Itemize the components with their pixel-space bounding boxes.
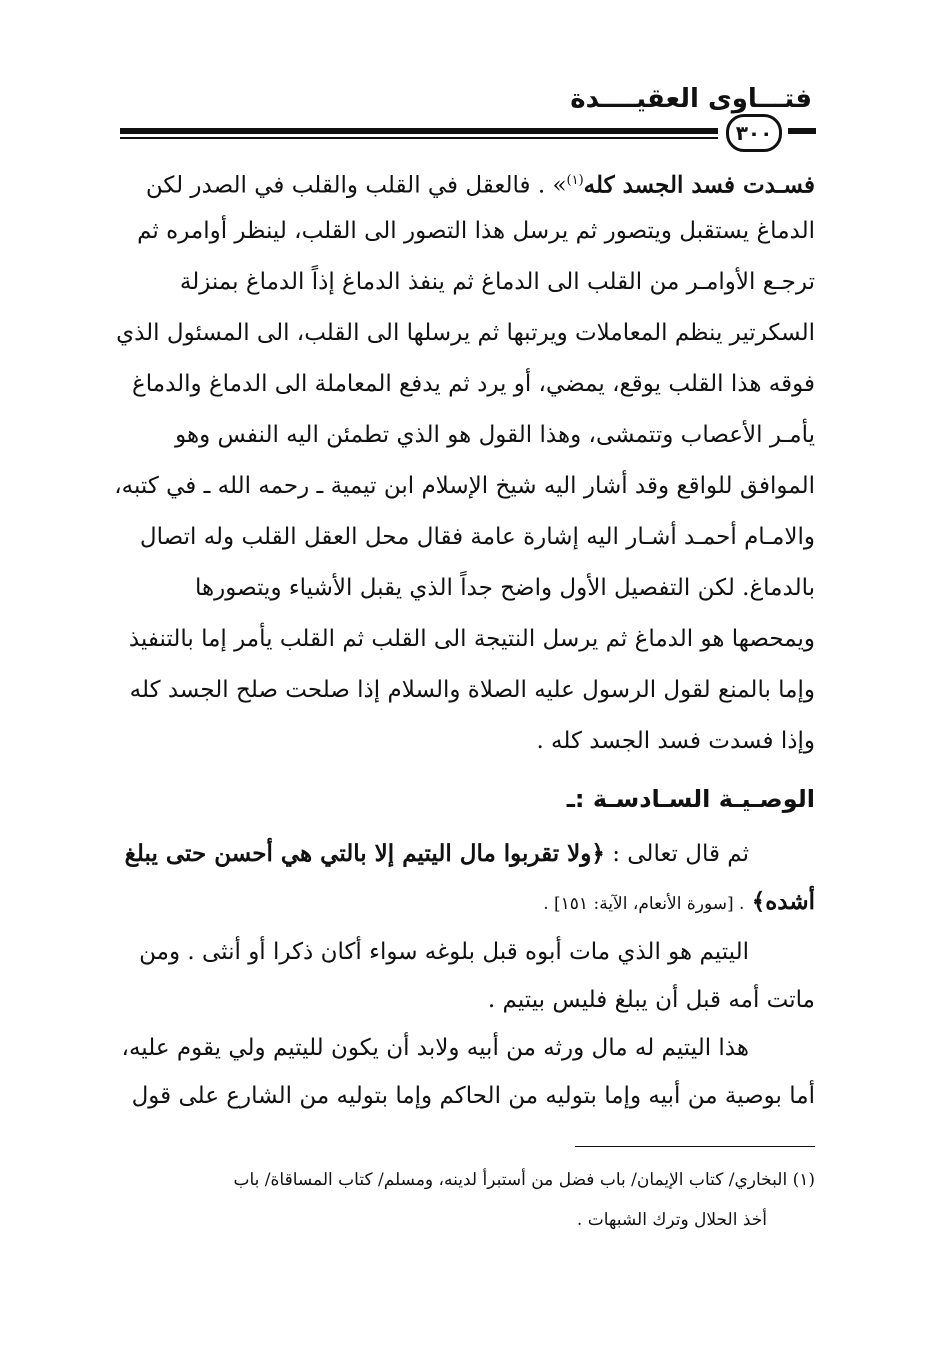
paragraph-line: هذا اليتيم له مال ورثه من أبيه ولابد أن يكون لليتيم ولي يقوم عليه، <box>121 1035 749 1061</box>
text-line: ويمحصها هو الدماغ ثم يرسل النتيجة الى القلب ثم القلب يأمر إما بالتنفيذ <box>128 626 815 652</box>
quote-end-bold: فسـدت فسد الجسد كله <box>583 171 815 199</box>
paragraph-line: اليتيم هو الذي مات أبوه قبل بلوغه سواء أكان ذكرا أو أنثى . ومن <box>139 939 749 965</box>
footnote-rule <box>575 1146 815 1147</box>
verse-line <box>105 878 815 928</box>
paragraph-line: أما بوصية من أبيه وإما بتوليه من الحاكم وإما بتوليه من الشارع على قول <box>131 1083 815 1109</box>
verse-reference: . [سورة الأنعام، الآية: ١٥١] . <box>543 894 745 914</box>
text-line: بالدماغ. لكن التفصيل الأول واضح جداً الذي يقبل الأشياء ويتصورها <box>195 575 815 601</box>
text-line <box>105 155 815 206</box>
footnote-line: (١) البخاري/ كتاب الإيمان/ باب فضل من أستبرأ لدينه، ومسلم/ كتاب المساقاة/ باب <box>233 1170 815 1190</box>
footnote <box>105 1160 815 1240</box>
section-heading: الوصـيـة السـادسـة :ـ <box>566 785 815 813</box>
text-line: فوقه هذا القلب يوقع، يمضي، أو يرد ثم يدفع المعاملة الى الدماغ والدماغ <box>132 371 815 397</box>
text-line: والامـام أحمـد أشـار اليه إشارة عامة فقال محل العقل القلب وله اتصال <box>139 524 815 550</box>
running-title: فتـــاوى العقيــــدة <box>570 84 812 114</box>
line-text: » . فالعقل في القلب والقلب في الصدر لكن <box>145 172 567 199</box>
verse-end: أشده﴾ <box>751 888 815 915</box>
main-text <box>105 155 815 767</box>
text-line: الموافق للواقع وقد أشار اليه شيخ الإسلام ابن تيمية ـ رحمه الله ـ في كتبه، <box>114 473 815 499</box>
text-line: ترجـع الأوامـر من القلب الى الدماغ ثم ينفذ الدماغ إذاً الدماغ بمنزلة <box>179 269 815 295</box>
text-line: السكرتير ينظم المعاملات ويرتبها ثم يرسلها الى القلب، الى المسئول الذي <box>116 320 815 346</box>
section-body <box>105 830 815 1120</box>
text-line: يأمـر الأعصاب وتتمشى، وهذا القول هو الذي تطمئن اليه النفس وهو <box>175 422 815 448</box>
header-rule-tail <box>788 128 816 134</box>
text-line: وإذا فسدت فسد الجسد كله . <box>536 728 815 754</box>
footnote-line: أخذ الحلال وترك الشبهات . <box>576 1210 767 1230</box>
header-rule-thin <box>120 137 718 139</box>
verse-line <box>105 830 815 878</box>
footnote-marker: (١) <box>566 173 584 188</box>
page-number: ٣٠٠ <box>726 114 782 152</box>
header-rule <box>120 128 718 134</box>
text-line: وإما بالمنع لقول الرسول عليه الصلاة والسلام إذا صلحت صلح الجسد كله <box>129 677 815 703</box>
verse-intro: ثم قال تعالى : <box>604 841 749 867</box>
paragraph-line: ماتت أمه قبل أن يبلغ فليس بيتيم . <box>487 987 815 1013</box>
text-line: الدماغ يستقبل ويتصور ثم يرسل هذا التصور الى القلب، لينظر أوامره ثم <box>137 218 815 244</box>
verse-text: ﴿ولا تقربوا مال اليتيم إلا بالتي هي أحسن حتى يبلغ <box>124 840 605 867</box>
